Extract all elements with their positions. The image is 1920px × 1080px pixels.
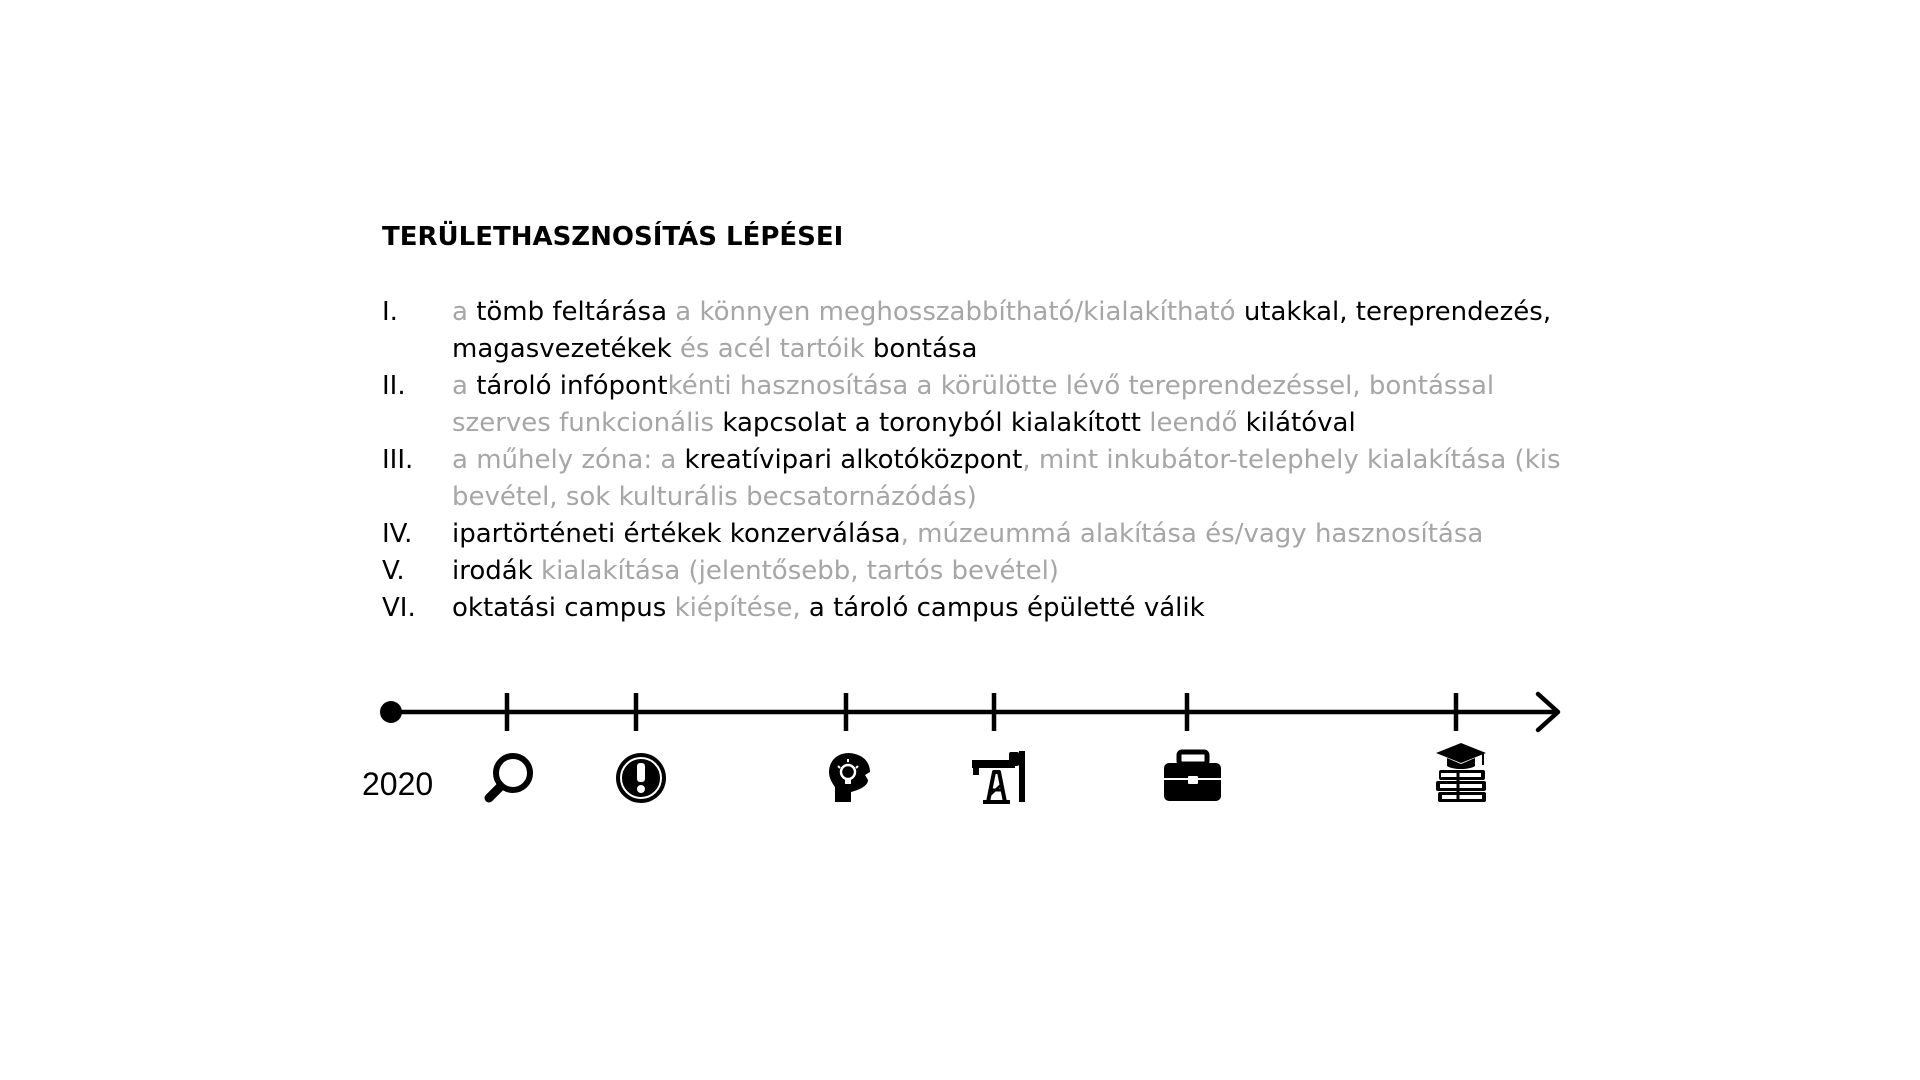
briefcase-icon [1164, 752, 1221, 801]
step-text-segment: kreatívipari alkotóközpont [684, 445, 1023, 475]
step-text-segment: oktatási campus [452, 593, 667, 623]
step-text-segment: utakkal, tereprendezés, magasvezetékek [452, 297, 1552, 364]
step-text-segment: kialakítása (jelentősebb, tartós bevétel) [532, 556, 1059, 586]
step-text-segment: a [452, 371, 477, 401]
search-icon [489, 756, 530, 798]
step-text-segment: bontása [872, 334, 978, 364]
step-text-segment: , múzeummá alakítása és/vagy hasznosítása [900, 519, 1484, 549]
step-text-segment: a tároló campus épületté válik [808, 593, 1205, 623]
step-text-segment: kapcsolat a toronyból kialakított [722, 408, 1141, 438]
step-numeral: II. [382, 371, 406, 401]
step-text-segment: és acél tartóik [671, 334, 873, 364]
step-numeral: I. [382, 297, 398, 327]
page-title: TERÜLETHASZNOSÍTÁS LÉPÉSEI [382, 222, 844, 252]
lightbulb-head-icon [829, 753, 870, 802]
step-numeral: III. [382, 445, 414, 475]
step-text-segment: , mint inkubátor-telephely kialakítása (kis bevétel, sok kulturális becsatornázódás) [452, 445, 1561, 512]
timeline-axis [392, 694, 1558, 730]
step-text-segment: a könnyen meghosszabbítható/kialakítható [667, 297, 1244, 327]
graduation-cap-books-icon [1436, 743, 1486, 802]
step-numeral: VI. [382, 593, 416, 623]
step-text-segment: kilátóval [1245, 408, 1356, 438]
step-text-segment: ipartörténeti értékek konzerválása [452, 519, 901, 549]
step-text-segment: tömb feltárása [476, 297, 668, 327]
oil-pump-icon [972, 751, 1025, 804]
step-numeral: IV. [382, 519, 413, 549]
step-text-segment: kiépítése, [666, 593, 809, 623]
exclamation-icon [616, 753, 666, 803]
step-text-segment: irodák [452, 556, 533, 586]
step-text-segment: a műhely zóna: a [452, 445, 685, 475]
step-numeral: V. [382, 556, 405, 586]
timeline-start-dot [380, 701, 402, 723]
step-text-segment: leendő [1140, 408, 1246, 438]
timeline-start-year: 2020 [362, 766, 434, 802]
step-text-segment: a [452, 297, 477, 327]
step-text-segment: kénti hasznosítása a körülötte lévő tereprendezéssel, bontással szerves funkcionális [452, 371, 1495, 438]
step-text-segment: tároló infópont [476, 371, 668, 401]
